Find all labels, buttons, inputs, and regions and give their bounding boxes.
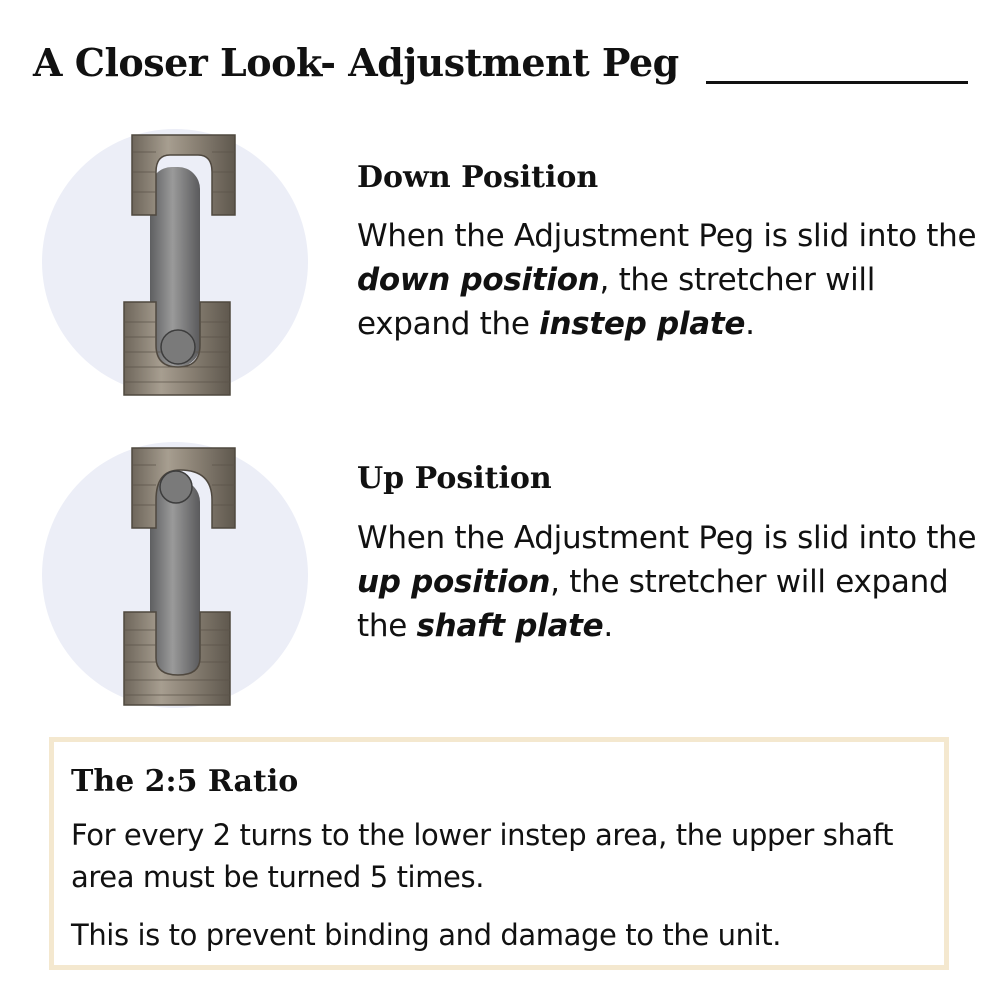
peg-pin	[161, 330, 195, 364]
ratio-title: The 2:5 Ratio	[71, 764, 299, 799]
shaft-plate-emphasis: shaft plate	[416, 608, 604, 644]
title-underline	[706, 81, 968, 84]
peg-rod	[150, 480, 200, 680]
down-position-image	[40, 127, 310, 397]
peg-pin	[160, 471, 192, 503]
down-position-text: When the Adjustment Peg is slid into the down position, the stretcher will expand the instep plate.	[357, 218, 977, 342]
page-title: A Closer Look- Adjustment Peg	[33, 40, 679, 85]
ratio-line-1: For every 2 turns to the lower instep area, the upper shaft area must be turned 5 times.	[71, 818, 894, 894]
up-position-text: When the Adjustment Peg is slid into the up position, the stretcher will expand the shaft plate.	[357, 520, 977, 644]
up-position-emphasis: up position	[357, 564, 551, 600]
down-position-emphasis: down position	[357, 262, 600, 298]
up-position-heading: Up Position	[357, 461, 552, 496]
instep-plate-emphasis: instep plate	[539, 306, 746, 342]
down-position-heading: Down Position	[357, 160, 599, 195]
up-position-image	[40, 440, 310, 710]
ratio-note-box	[49, 737, 949, 970]
ratio-line-2: This is to prevent binding and damage to the unit.	[71, 918, 782, 952]
